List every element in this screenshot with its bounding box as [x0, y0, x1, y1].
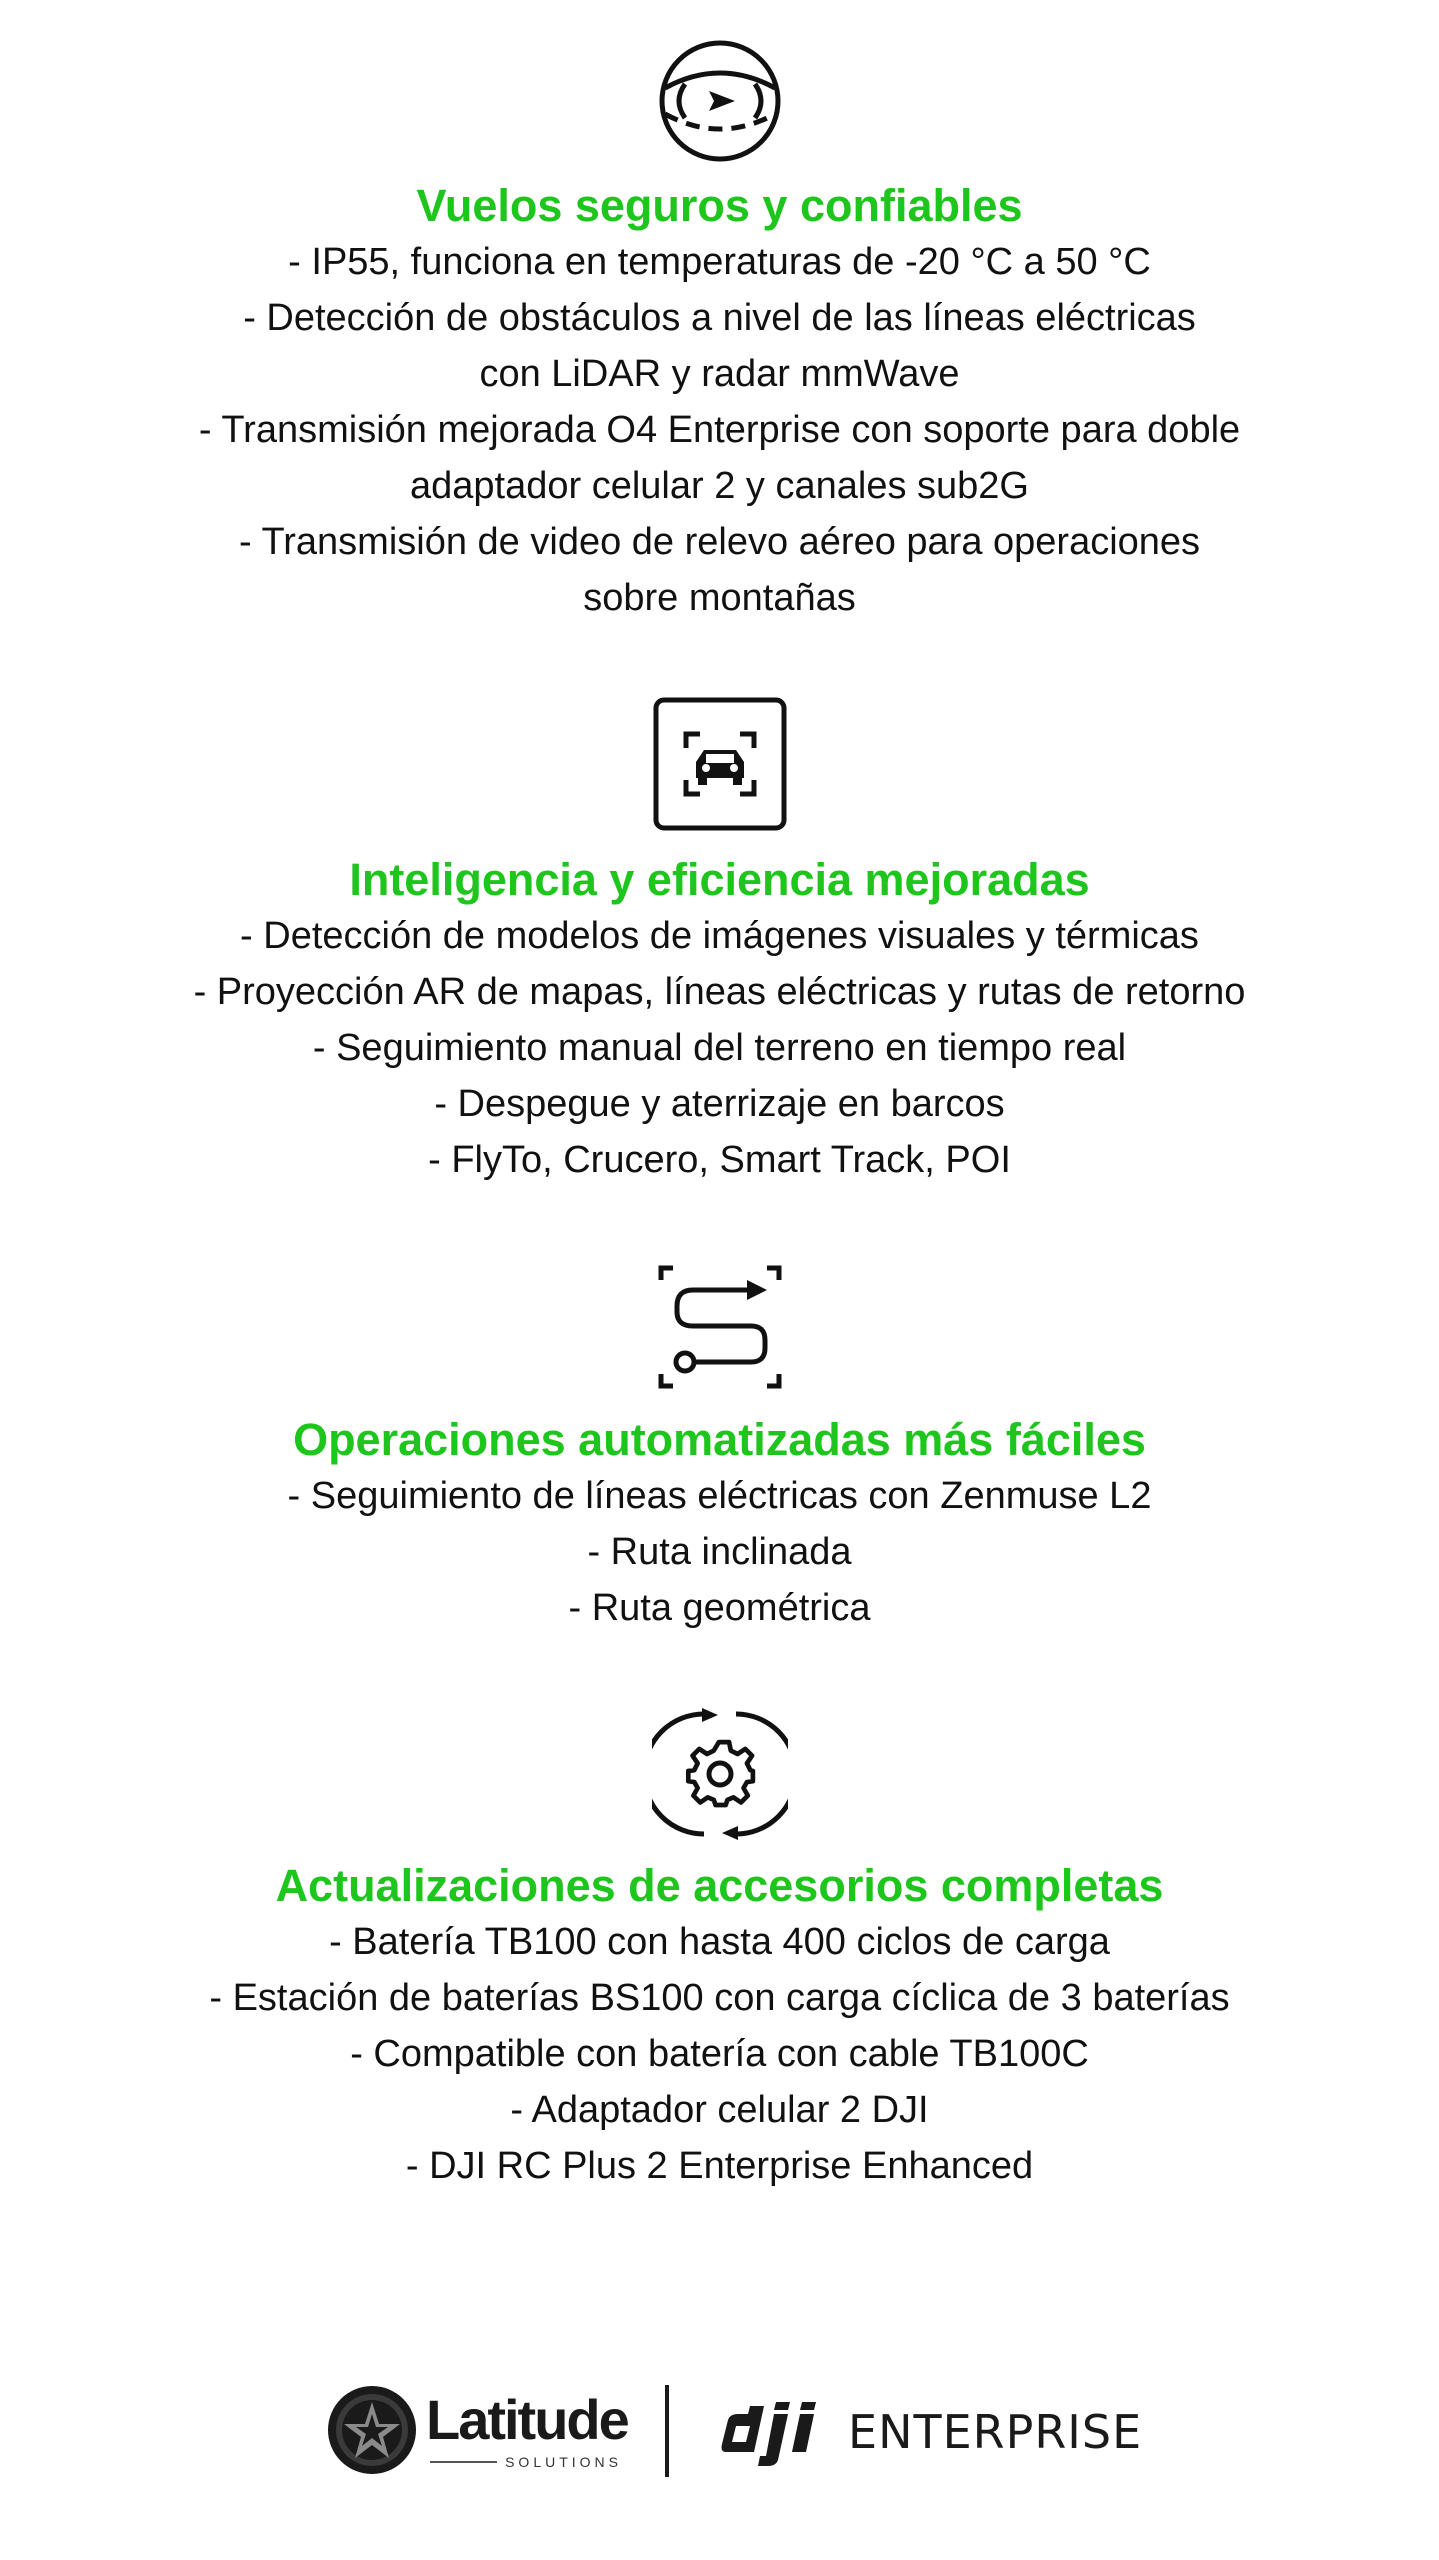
section-title: Inteligencia y eficiencia mejoradas	[349, 854, 1090, 905]
list-item: - Estación de baterías BS100 con carga cíclica de 3 baterías	[209, 1977, 1230, 2019]
list-item: - Transmisión de video de relevo aéreo para operaciones	[238, 521, 1201, 563]
feature-list	[0, 1914, 1439, 2194]
list-item: - Proyección AR de mapas, líneas eléctricas y rutas de retorno	[193, 971, 1246, 1013]
list-item: - Seguimiento manual del terreno en tiempo real	[312, 1027, 1127, 1069]
list-item: - IP55, funciona en temperaturas de -20 °C a 50 °C	[288, 241, 1151, 283]
section-accessory-updates	[0, 1858, 1439, 2194]
section-intelligence	[0, 852, 1439, 1188]
section-title: Actualizaciones de accesorios completas	[275, 1860, 1164, 1911]
section-2-icon-wrap	[0, 696, 1439, 832]
section-title: Vuelos seguros y confiables	[416, 180, 1023, 231]
logo-divider	[665, 2385, 669, 2477]
list-item: - Ruta geométrica	[568, 1587, 871, 1629]
list-item: adaptador celular 2 y canales sub2G	[410, 465, 1029, 507]
list-item: - FlyTo, Crucero, Smart Track, POI	[428, 1139, 1011, 1181]
list-item: con LiDAR y radar mmWave	[479, 353, 960, 395]
dji-logo-icon	[720, 2396, 836, 2468]
latitude-logo-text: Latitude	[426, 2388, 628, 2451]
list-item: - Transmisión mejorada O4 Enterprise con soporte para doble	[198, 409, 1241, 451]
section-safe-flights	[0, 178, 1439, 626]
latitude-subtitle: SOLUTIONS	[505, 2454, 622, 2470]
route-path-icon	[655, 1262, 785, 1392]
feature-list	[0, 1468, 1439, 1636]
list-item: - Detección de obstáculos a nivel de las líneas eléctricas	[243, 297, 1196, 339]
dji-enterprise-text: ENTERPRISE	[848, 2405, 1143, 2459]
latitude-subtitle-row	[430, 2452, 622, 2472]
list-item: - Seguimiento de líneas eléctricas con Zenmuse L2	[287, 1475, 1152, 1517]
section-title: Operaciones automatizadas más fáciles	[293, 1414, 1146, 1465]
globe-play-icon	[655, 36, 785, 166]
list-item: - Compatible con batería con cable TB100C	[350, 2033, 1089, 2075]
list-item: - Despegue y aterrizaje en barcos	[434, 1083, 1005, 1125]
list-item: - DJI RC Plus 2 Enterprise Enhanced	[405, 2145, 1034, 2187]
feature-list	[0, 234, 1439, 626]
gear-refresh-icon	[652, 1706, 788, 1842]
list-item: - Batería TB100 con hasta 400 ciclos de carga	[329, 1921, 1110, 1963]
list-item: - Detección de modelos de imágenes visuales y térmicas	[240, 915, 1199, 957]
car-detection-icon	[652, 696, 788, 832]
section-1-icon-wrap	[0, 36, 1439, 166]
section-3-icon-wrap	[0, 1262, 1439, 1392]
feature-list	[0, 908, 1439, 1188]
subtitle-rule	[430, 2461, 497, 2463]
section-4-icon-wrap	[0, 1706, 1439, 1842]
section-automated-ops	[0, 1412, 1439, 1636]
list-item: - Adaptador celular 2 DJI	[510, 2089, 929, 2131]
latitude-emblem-icon	[326, 2384, 418, 2476]
list-item: - Ruta inclinada	[587, 1531, 852, 1573]
list-item: sobre montañas	[583, 577, 856, 619]
